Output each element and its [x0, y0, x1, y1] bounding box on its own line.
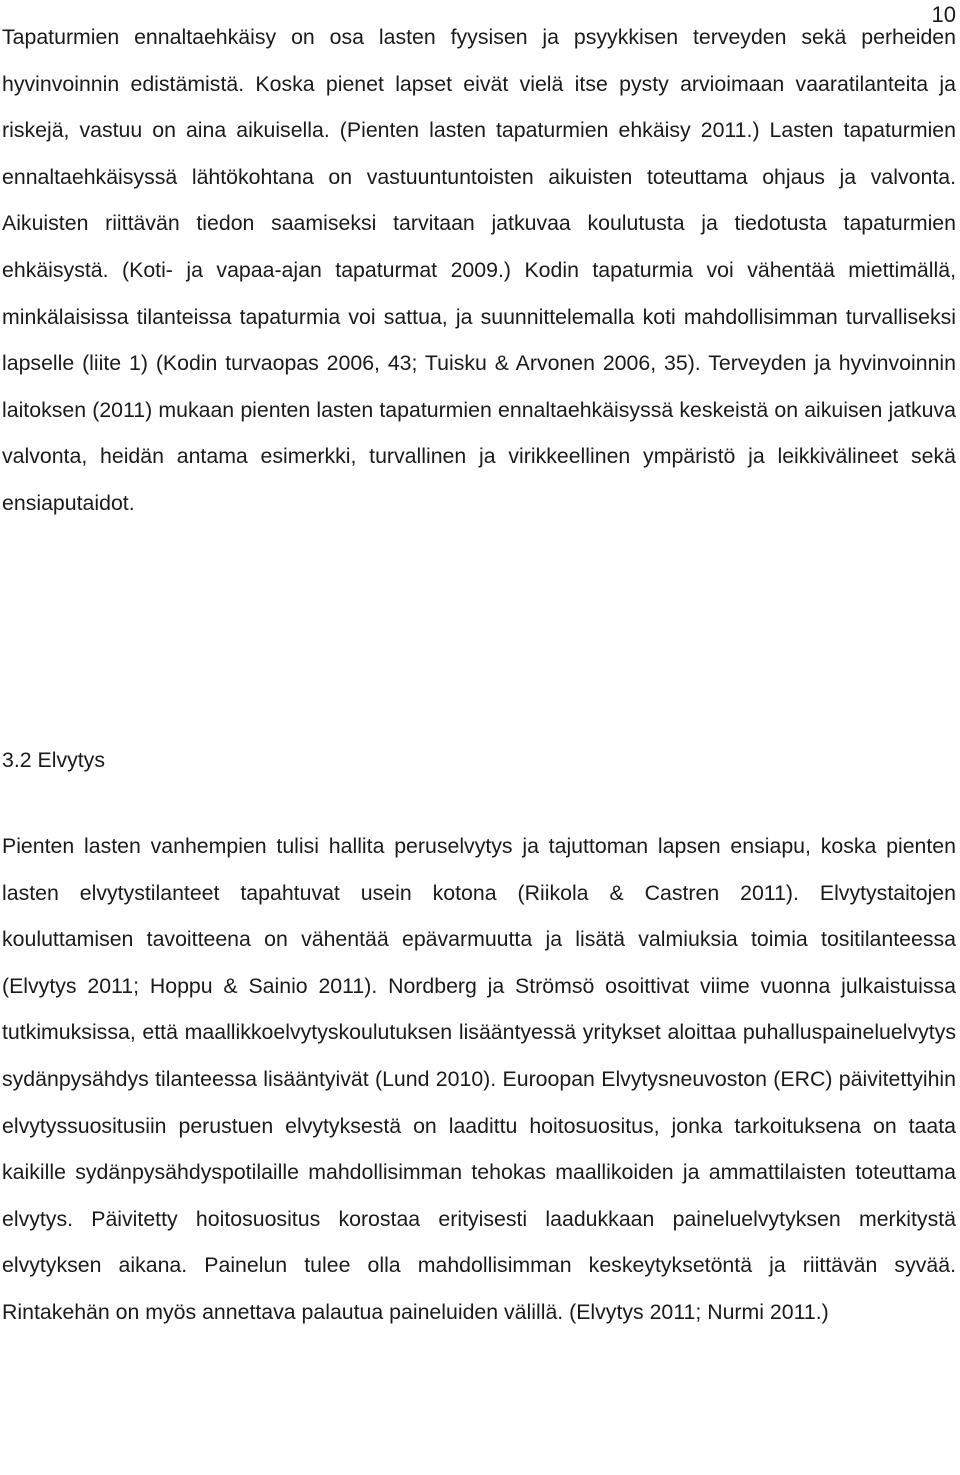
- body-paragraph-resuscitation: Pienten lasten vanhempien tulisi hallita peruselvytys ja tajuttoman lapsen ensiapu, koska pienten lasten elvytystilanteet tapahtuvat usein kotona (Riikola & Castren 2011). Elvytystaitojen kouluttamisen tavoitteena on vähentää epävarmuutta ja lisätä valmiuksia toimia tositilanteessa (Elvytys 2011; Hoppu & Sainio 2011). Nordberg ja Strömsö osoittivat viime vuonna julkaistuissa tutkimuksissa, että maallikkoelvytyskoulutuksen lisääntyessä yritykset aloittaa puhalluspaineluelvytys sydänpysähdys tilanteessa lisääntyivät (Lund 2010). Euroopan Elvytysneuvoston (ERC) päivitettyihin elvytyssuositusiin perustuen elvytyksestä on laadittu hoitosuositus, jonka tarkoituksena on taata kaikille sydänpysähdyspotilaille mahdollisimman tehokas maallikoiden ja ammattilaisten toteuttama elvytys. Päivitetty hoitosuositus korostaa erityisesti laadukkaan paineluelvytyksen merkitystä elvytyksen aikana. Painelun tulee olla mahdollisimman keskeytyksetöntä ja riittävän syvää. Rintakehän on myös annettava palautua paineluiden välillä. (Elvytys 2011; Nurmi 2011.): [2, 834, 956, 1324]
- body-paragraph-accident-prevention: Tapaturmien ennaltaehkäisy on osa lasten fyysisen ja psyykkisen terveyden sekä perheiden hyvinvoinnin edistämistä. Koska pienet lapset eivät vielä itse pysty arvioimaan vaaratilanteita ja riskejä, vastuu on aina aikuisella. (Pienten lasten tapaturmien ehkäisy 2011.) Lasten tapaturmien ennaltaehkäisyssä lähtökohtana on vastuuntuntoisten aikuisten toteuttama ohjaus ja valvonta. Aikuisten riittävän tiedon saamiseksi tarvitaan jatkuvaa koulutusta ja tiedotusta tapaturmien ehkäisystä. (Koti- ja vapaa-ajan tapaturmat 2009.) Kodin tapaturmia voi vähentää miettimällä, minkälaisissa tilanteissa tapaturmia voi sattua, ja suunnittelemalla koti mahdollisimman turvalliseksi lapselle (liite 1) (Kodin turvaopas 2006, 43; Tuisku & Arvonen 2006, 35). Terveyden ja hyvinvoinnin laitoksen (2011) mukaan pienten lasten tapaturmien ennaltaehkäisyssä keskeistä on aikuisen jatkuva valvonta, heidän antama esimerkki, turvallinen ja virikkeellinen ympäristö ja leikkivälineet sekä ensiaputaidot.: [2, 25, 956, 515]
- section-heading: 3.2 Elvytys: [2, 748, 105, 772]
- page-number: 10: [931, 2, 956, 27]
